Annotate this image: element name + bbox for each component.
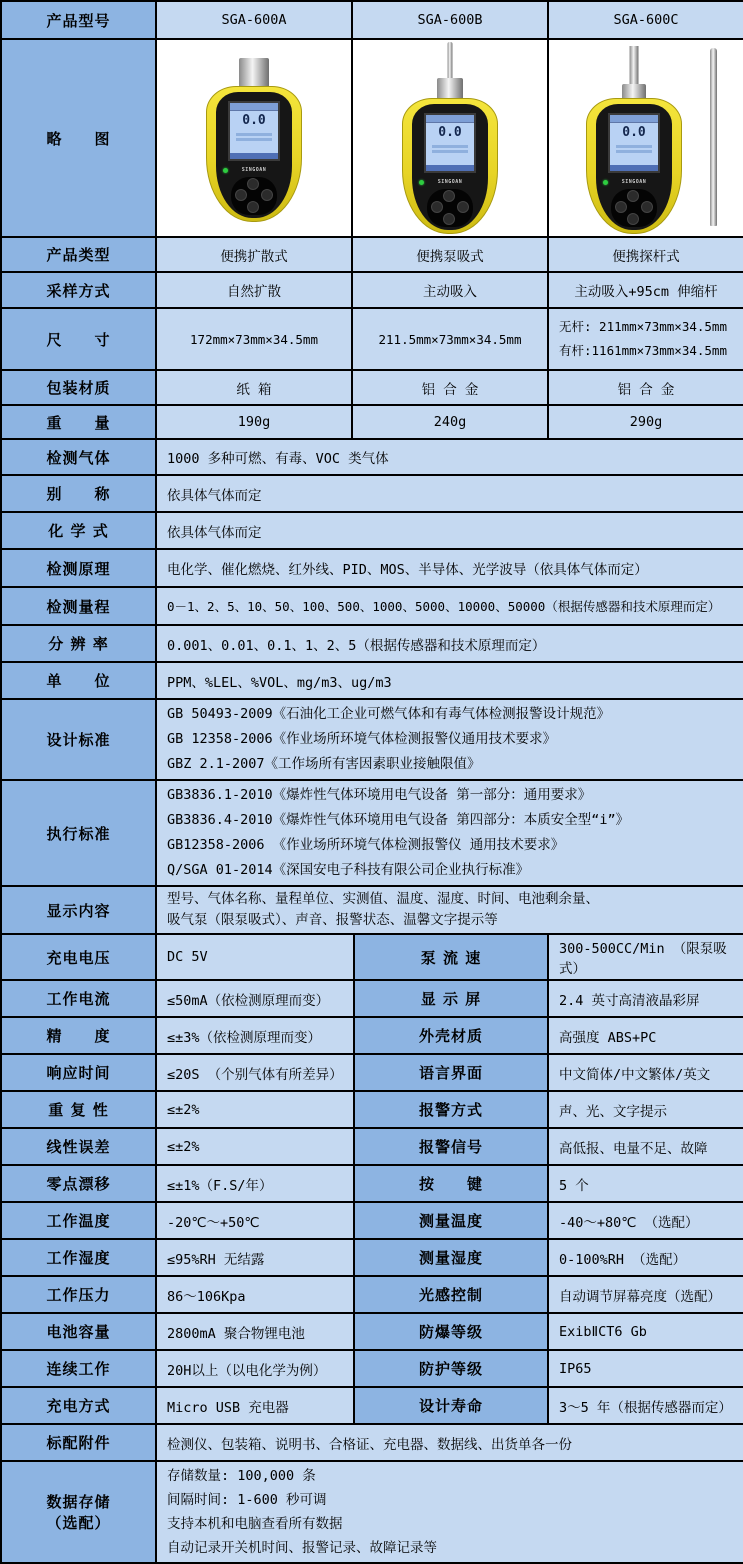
detector-panel	[596, 104, 672, 230]
brand-label: SINGOAN	[437, 179, 463, 185]
exec-standard-line: Q/SGA 01-2014《深国安电子科技有限公司企业执行标准》	[167, 862, 530, 878]
product-image-sga600c	[548, 39, 743, 237]
gas-detector-pump-image	[365, 42, 535, 234]
menu-button-icon	[247, 178, 259, 190]
row-label-measure-humidity: 测量湿度	[354, 1239, 548, 1276]
shell-material-value: 高强度 ABS+PC	[548, 1017, 743, 1054]
table-row	[1, 439, 743, 475]
table-row	[1, 1054, 743, 1091]
data-storage-line: 自动记录开关机时间、报警记录、故障记录等	[167, 1540, 437, 1556]
weight-b: 240g	[352, 405, 548, 439]
model-name-c: SGA-600C	[548, 1, 743, 39]
detector-screen	[424, 113, 476, 173]
screen-infoline	[616, 145, 652, 148]
model-header-row	[1, 1, 743, 39]
product-image-sga600b	[352, 39, 548, 237]
table-row	[1, 1424, 743, 1461]
left-button-icon	[615, 201, 627, 213]
model-name-a: SGA-600A	[156, 1, 352, 39]
row-label-pump-flow: 泵 流 速	[354, 934, 548, 980]
data-storage-line: 间隔时间: 1-600 秒可调	[167, 1492, 327, 1508]
table-row	[1, 980, 743, 1017]
row-label-response-time: 响应时间	[1, 1054, 156, 1091]
design-standard-line: GB 12358-2006《作业场所环境气体检测报警仪通用技术要求》	[167, 731, 557, 747]
row-label-weight: 重 量	[1, 405, 156, 439]
row-label-packing: 包装材质	[1, 370, 156, 405]
screen-reading: 0.0	[242, 113, 266, 128]
table-row	[1, 625, 743, 662]
row-label-resolution: 分 辨 率	[1, 625, 156, 662]
table-row	[1, 475, 743, 512]
screen-infoline	[616, 150, 652, 153]
table-row	[1, 1017, 743, 1054]
enter-button-icon	[627, 213, 639, 225]
range-value: 0－1、2、5、10、50、100、500、1000、5000、10000、50000（根据传感器和技术原理而定）	[156, 587, 743, 625]
row-label-display-screen: 显 示 屏	[354, 980, 548, 1017]
table-row	[1, 237, 743, 272]
charge-voltage-value: DC 5V	[156, 934, 354, 980]
dimensions-b: 211.5mm×73mm×34.5mm	[352, 308, 548, 370]
detector-panel	[216, 92, 292, 218]
table-row	[1, 1387, 743, 1424]
measure-humidity-value: 0-100%RH （选配）	[548, 1239, 743, 1276]
row-label-range: 检测量程	[1, 587, 156, 625]
row-label-gases: 检测气体	[1, 439, 156, 475]
product-type-c: 便携探杆式	[548, 237, 743, 272]
row-label-design-life: 设计寿命	[354, 1387, 548, 1424]
row-label-exec-standard: 执行标准	[1, 780, 156, 886]
enter-button-icon	[247, 201, 259, 213]
enter-button-icon	[443, 213, 455, 225]
buttons-value: 5 个	[548, 1165, 743, 1202]
detector-body	[586, 98, 682, 234]
gas-detector-diffusion-image	[169, 42, 339, 234]
table-row	[1, 699, 743, 780]
screen-statusbar	[426, 115, 474, 123]
detector-body	[206, 86, 302, 222]
screen-infoline	[432, 145, 468, 148]
row-label-repeatability: 重 复 性	[1, 1091, 156, 1128]
weight-a: 190g	[156, 405, 352, 439]
row-label-working-pressure: 工作压力	[1, 1276, 156, 1313]
button-cluster	[611, 189, 657, 227]
packing-a: 纸 箱	[156, 370, 352, 405]
table-row	[1, 1165, 743, 1202]
gas-detector-probe-rod-image	[561, 42, 731, 234]
design-standard-value	[156, 699, 743, 780]
screen-footerbar	[426, 165, 474, 171]
table-row	[1, 1202, 743, 1239]
row-label-dimensions: 尺 寸	[1, 308, 156, 370]
table-row	[1, 1128, 743, 1165]
product-type-a: 便携扩散式	[156, 237, 352, 272]
row-label-working-humidity: 工作湿度	[1, 1239, 156, 1276]
alarm-signal-value: 高低报、电量不足、故障	[548, 1128, 743, 1165]
units-value: PPM、%LEL、%VOL、mg/m3、ug/m3	[156, 662, 743, 699]
packing-c: 铝 合 金	[548, 370, 743, 405]
formula-value: 依具体气体而定	[156, 512, 743, 549]
row-label-working-temp: 工作温度	[1, 1202, 156, 1239]
display-content-value	[156, 886, 743, 934]
product-type-b: 便携泵吸式	[352, 237, 548, 272]
table-row	[1, 886, 743, 934]
row-label-product-type: 产品类型	[1, 237, 156, 272]
table-row	[1, 1239, 743, 1276]
row-label-units: 单 位	[1, 662, 156, 699]
working-pressure-value: 86～106Kpa	[156, 1276, 354, 1313]
sampling-probe-icon	[448, 42, 453, 82]
measure-temp-value: -40～+80℃ （选配）	[548, 1202, 743, 1239]
accessories-value: 检测仪、包装箱、说明书、合格证、充电器、数据线、出货单各一份	[156, 1424, 743, 1461]
alias-value: 依具体气体而定	[156, 475, 743, 512]
screen-footerbar	[230, 153, 278, 159]
product-spec-table-bottom	[0, 933, 743, 1564]
table-row	[1, 934, 743, 980]
display-content-line: 型号、气体名称、量程单位、实测值、温度、湿度、时间、电池剩余量、	[167, 891, 599, 907]
detector-panel	[412, 104, 488, 230]
accuracy-value: ≤±3%（依检测原理而变）	[156, 1017, 354, 1054]
display-screen-value: 2.4 英寸高清液晶彩屏	[548, 980, 743, 1017]
design-standard-line: GB 50493-2009《石油化工企业可燃气体和有毒气体检测报警设计规范》	[167, 706, 611, 722]
model-name-b: SGA-600B	[352, 1, 548, 39]
table-row	[1, 405, 743, 439]
design-standard-line: GBZ 2.1-2007《工作场所有害因素职业接触限值》	[167, 756, 481, 772]
detector-body	[402, 98, 498, 234]
table-row	[1, 780, 743, 886]
language-value: 中文简体/中文繁体/英文	[548, 1054, 743, 1091]
working-humidity-value: ≤95%RH 无结露	[156, 1239, 354, 1276]
light-control-value: 自动调节屏幕亮度（选配）	[548, 1276, 743, 1313]
button-cluster	[427, 189, 473, 227]
table-row	[1, 1350, 743, 1387]
left-button-icon	[235, 189, 247, 201]
row-label-model: 产品型号	[1, 1, 156, 39]
row-label-battery: 电池容量	[1, 1313, 156, 1350]
principle-value: 电化学、催化燃烧、红外线、PID、MOS、半导体、光学波导（依具体气体而定）	[156, 549, 743, 587]
table-row	[1, 587, 743, 625]
table-row	[1, 1313, 743, 1350]
data-storage-value	[156, 1461, 743, 1563]
row-label-zero-drift: 零点漂移	[1, 1165, 156, 1202]
product-image-sga600a	[156, 39, 352, 237]
right-button-icon	[641, 201, 653, 213]
repeatability-value: ≤±2%	[156, 1091, 354, 1128]
data-storage-line: 存储数量: 100,000 条	[167, 1468, 316, 1484]
row-label-language: 语言界面	[354, 1054, 548, 1091]
table-row	[1, 272, 743, 308]
design-life-value: 3～5 年（根据传感器而定）	[548, 1387, 743, 1424]
table-row	[1, 1091, 743, 1128]
table-row	[1, 308, 743, 370]
exec-standard-line: GB3836.1-2010《爆炸性气体环境用电气设备 第一部分：通用要求》	[167, 787, 592, 803]
left-button-icon	[431, 201, 443, 213]
zero-drift-value: ≤±1%（F.S/年）	[156, 1165, 354, 1202]
sampling-a: 自然扩散	[156, 272, 352, 308]
data-storage-line: 支持本机和电脑查看所有数据	[167, 1516, 343, 1532]
exec-standard-line: GB12358-2006 《作业场所环境气体检测报警仪 通用技术要求》	[167, 837, 565, 853]
sampling-b: 主动吸入	[352, 272, 548, 308]
data-storage-label-line1: 数据存储	[46, 1493, 111, 1511]
screen-statusbar	[230, 103, 278, 111]
display-content-line: 吸气泵（限泵吸式）、声音、报警状态、温馨文字提示等	[167, 912, 498, 928]
row-label-light-control: 光感控制	[354, 1276, 548, 1313]
charge-method-value: Micro USB 充电器	[156, 1387, 354, 1424]
table-row	[1, 370, 743, 405]
row-label-sampling: 采样方式	[1, 272, 156, 308]
continuous-work-value: 20H以上（以电化学为例）	[156, 1350, 354, 1387]
right-button-icon	[457, 201, 469, 213]
row-label-charge-method: 充电方式	[1, 1387, 156, 1424]
screen-infoline	[236, 138, 272, 141]
detector-screen	[608, 113, 660, 173]
screen-statusbar	[610, 115, 658, 123]
row-label-buttons: 按 键	[354, 1165, 548, 1202]
protection-level-value: IP65	[548, 1350, 743, 1387]
working-temp-value: -20℃～+50℃	[156, 1202, 354, 1239]
brand-label: SINGOAN	[621, 179, 647, 185]
row-label-display-content: 显示内容	[1, 886, 156, 934]
sketch-row	[1, 39, 743, 237]
response-time-value: ≤20S （个别气体有所差异）	[156, 1054, 354, 1091]
dimensions-a: 172mm×73mm×34.5mm	[156, 308, 352, 370]
sampling-probe-icon	[630, 46, 639, 88]
table-row	[1, 549, 743, 587]
row-label-linearity-error: 线性误差	[1, 1128, 156, 1165]
detector-screen	[228, 101, 280, 161]
resolution-value: 0.001、0.01、0.1、1、2、5（根据传感器和技术原理而定）	[156, 625, 743, 662]
pump-flow-value: 300-500CC/Min （限泵吸式）	[548, 934, 743, 980]
row-label-design-standard: 设计标准	[1, 699, 156, 780]
row-label-accessories: 标配附件	[1, 1424, 156, 1461]
brand-label: SINGOAN	[241, 167, 267, 173]
sampling-c: 主动吸入+95cm 伸缩杆	[548, 272, 743, 308]
table-row	[1, 1461, 743, 1563]
row-label-explosion-proof: 防爆等级	[354, 1313, 548, 1350]
alarm-mode-value: 声、光、文字提示	[548, 1091, 743, 1128]
weight-c: 290g	[548, 405, 743, 439]
row-label-alarm-mode: 报警方式	[354, 1091, 548, 1128]
row-label-alias: 别 称	[1, 475, 156, 512]
dimensions-c-withrod: 有杆:1161mm×73mm×34.5mm	[559, 343, 727, 358]
menu-button-icon	[443, 190, 455, 202]
exec-standard-line: GB3836.4-2010《爆炸性气体环境用电气设备 第四部分：本质安全型“i”》	[167, 812, 630, 828]
row-label-alarm-signal: 报警信号	[354, 1128, 548, 1165]
screen-footerbar	[610, 165, 658, 171]
button-cluster	[231, 177, 277, 215]
screen-reading: 0.0	[438, 125, 462, 140]
row-label-sketch: 略 图	[1, 39, 156, 237]
row-label-accuracy: 精 度	[1, 1017, 156, 1054]
menu-button-icon	[627, 190, 639, 202]
explosion-proof-value: ExibⅡCT6 Gb	[548, 1313, 743, 1350]
dimensions-c-norod: 无杆: 211mm×73mm×34.5mm	[559, 319, 727, 334]
dimensions-c	[548, 308, 743, 370]
row-label-principle: 检测原理	[1, 549, 156, 587]
right-button-icon	[261, 189, 273, 201]
linearity-error-value: ≤±2%	[156, 1128, 354, 1165]
row-label-measure-temp: 测量温度	[354, 1202, 548, 1239]
battery-value: 2800mA 聚合物锂电池	[156, 1313, 354, 1350]
screen-infoline	[236, 133, 272, 136]
row-label-working-current: 工作电流	[1, 980, 156, 1017]
row-label-protection-level: 防护等级	[354, 1350, 548, 1387]
packing-b: 铝 合 金	[352, 370, 548, 405]
screen-reading: 0.0	[622, 125, 646, 140]
telescopic-rod-icon	[710, 48, 717, 226]
exec-standard-value	[156, 780, 743, 886]
row-label-charge-voltage: 充电电压	[1, 934, 156, 980]
table-row	[1, 1276, 743, 1313]
gases-value: 1000 多种可燃、有毒、VOC 类气体	[156, 439, 743, 475]
working-current-value: ≤50mA（依检测原理而变）	[156, 980, 354, 1017]
row-label-data-storage	[1, 1461, 156, 1563]
screen-infoline	[432, 150, 468, 153]
table-row	[1, 512, 743, 549]
row-label-continuous-work: 连续工作	[1, 1350, 156, 1387]
table-row	[1, 662, 743, 699]
row-label-shell-material: 外壳材质	[354, 1017, 548, 1054]
data-storage-label-line2: （选配）	[46, 1514, 111, 1532]
row-label-formula: 化 学 式	[1, 512, 156, 549]
